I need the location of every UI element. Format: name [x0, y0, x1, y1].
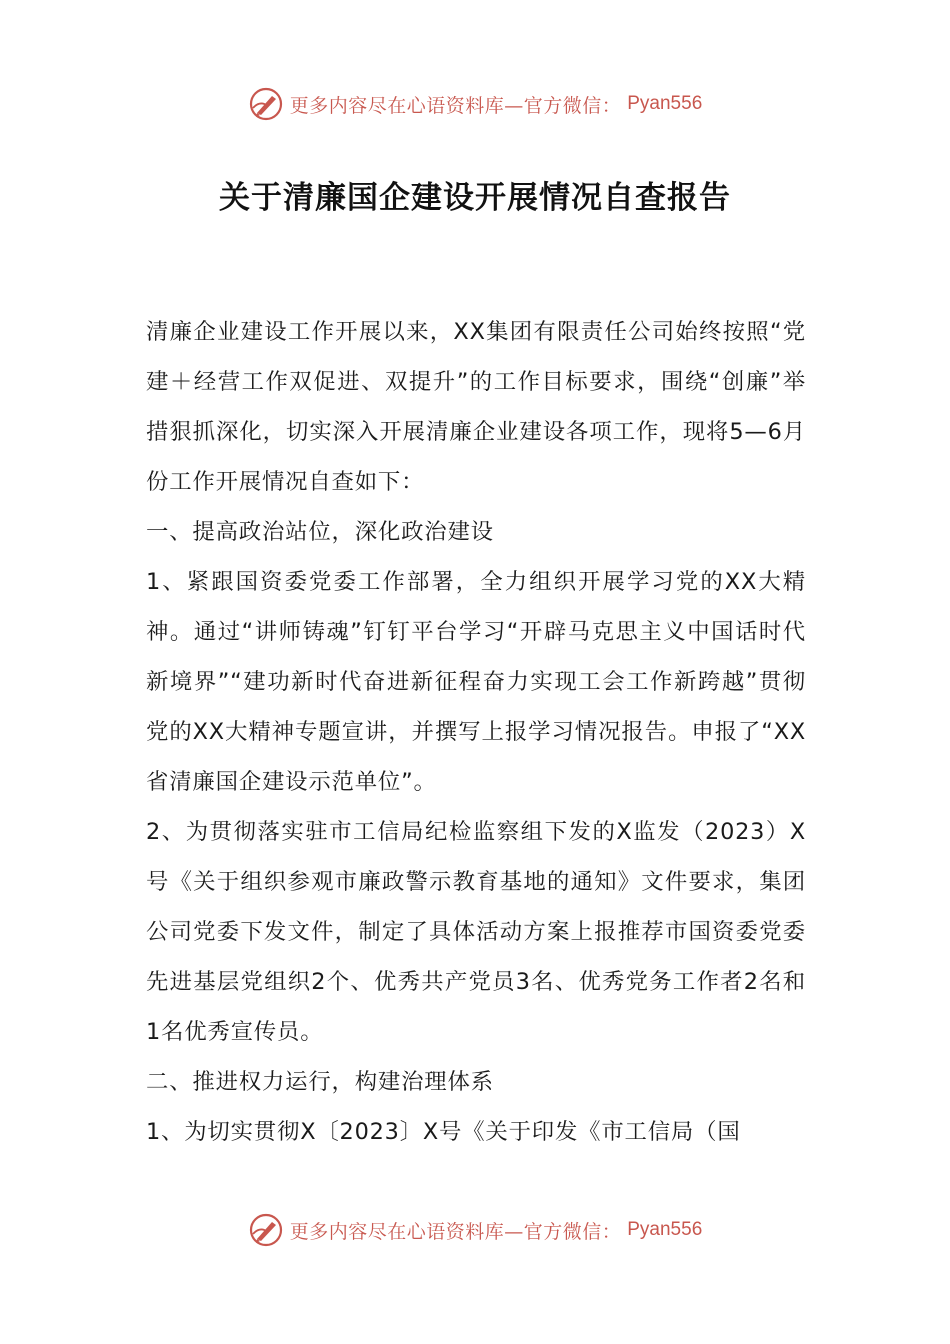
- watermark-header: [0, 84, 950, 124]
- document-title: 关于清廉国企建设开展情况自查报告: [219, 180, 731, 216]
- watermark-wechat-id: Pyan556: [627, 93, 703, 114]
- pen-logo-icon: [248, 86, 284, 122]
- section-heading-2: 二、推进权力运行，构建治理体系: [146, 1069, 494, 1095]
- paragraph-1-1: 1、紧跟国资委党委工作部署，全力组织开展学习党的XX大精神。通过“讲师铸魂”钉钉平台学习“开辟马克思主义中国话时代新境界”“建功新时代奋进新征程奋力实现工会工作新跨越”贯彻党的XX大精神专题宣讲，并撰写上报学习情况报告。申报了“XX省清廉国企建设示范单位”。: [146, 569, 806, 795]
- paragraph-2-1: 1、为切实贯彻X〔2023〕X号《关于印发《市工信局（国: [146, 1119, 741, 1145]
- pen-logo-icon: [248, 1212, 284, 1248]
- watermark-text: 更多内容尽在心语资料库—官方微信：: [289, 1220, 622, 1243]
- document-body: [146, 307, 806, 1157]
- paragraph-1-2: 2、为贯彻落实驻市工信局纪检监察组下发的X监发（2023）X号《关于组织参观市廉政警示教育基地的通知》文件要求，集团公司党委下发文件，制定了具体活动方案上报推荐市国资委党委先进基层党组织2个、优秀共产党员3名、优秀党务工作者2名和1名优秀宣传员。: [146, 819, 806, 1045]
- watermark-text: 更多内容尽在心语资料库—官方微信：: [289, 94, 622, 117]
- paragraph-intro: 清廉企业建设工作开展以来，XX集团有限责任公司始终按照“党建＋经营工作双促进、双提升”的工作目标要求，围绕“创廉”举措狠抓深化，切实深入开展清廉企业建设各项工作，现将5—6月份工作开展情况自查如下：: [146, 319, 806, 495]
- section-heading-1: 一、提高政治站位，深化政治建设: [146, 519, 494, 545]
- watermark-footer: [0, 1210, 950, 1250]
- watermark-wechat-id: Pyan556: [627, 1219, 703, 1240]
